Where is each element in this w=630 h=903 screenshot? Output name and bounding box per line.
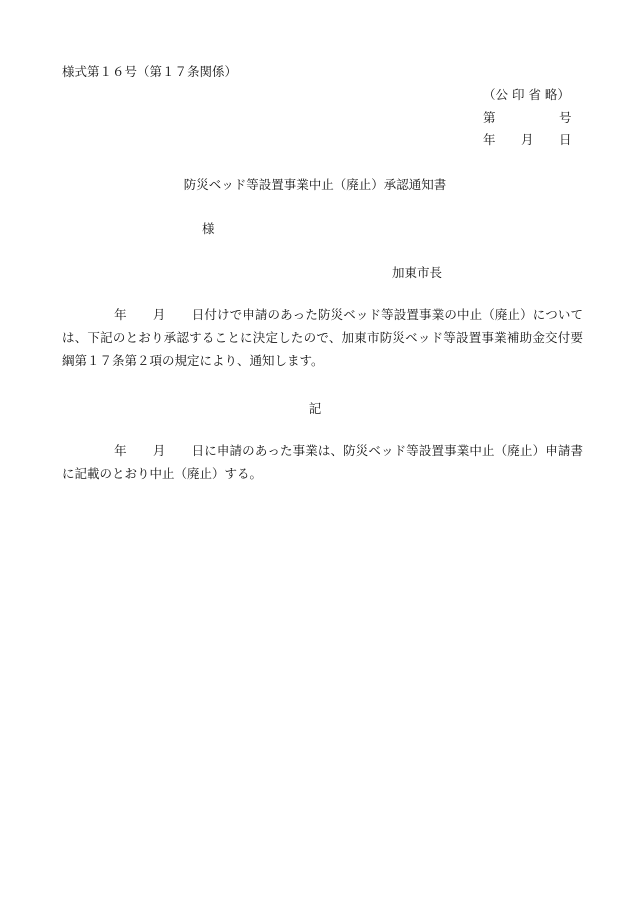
form-number: 様式第１６号（第１７条関係） [62,64,238,79]
para1-text: 日付けで申請のあった防災ベッド等設置事業の中止（廃止）については、下記のとおり承認することに決定したので、加東市防災ベッド等設置事業補助金交付要綱第１７条第２項の規定により、通知します。 [62,307,583,368]
notice-paragraph [62,303,583,372]
reference-number-suffix: 号 [559,110,572,125]
addressee-honorific: 様 [202,221,215,236]
date-day-label: 日 [559,132,572,147]
para1-year-label: 年 [114,307,127,322]
date-month-label: 月 [521,132,534,147]
ki-heading: 記 [308,401,322,416]
para1-month-label: 月 [152,307,166,322]
para2-month-label: 月 [152,443,166,458]
decision-paragraph [62,439,583,485]
para2-text: 日に申請のあった事業は、防災ベッド等設置事業中止（廃止）申請書に記載のとおり中止（廃止）する。 [62,443,583,481]
document-title: 防災ベッド等設置事業中止（廃止）承認通知書 [183,177,447,192]
date-year-label: 年 [483,132,496,147]
issuer-name: 加東市長 [392,265,443,280]
para2-year-label: 年 [114,443,127,458]
reference-number-label: 第 [483,110,496,125]
seal-omitted-note: （公 印 省 略） [483,87,570,102]
